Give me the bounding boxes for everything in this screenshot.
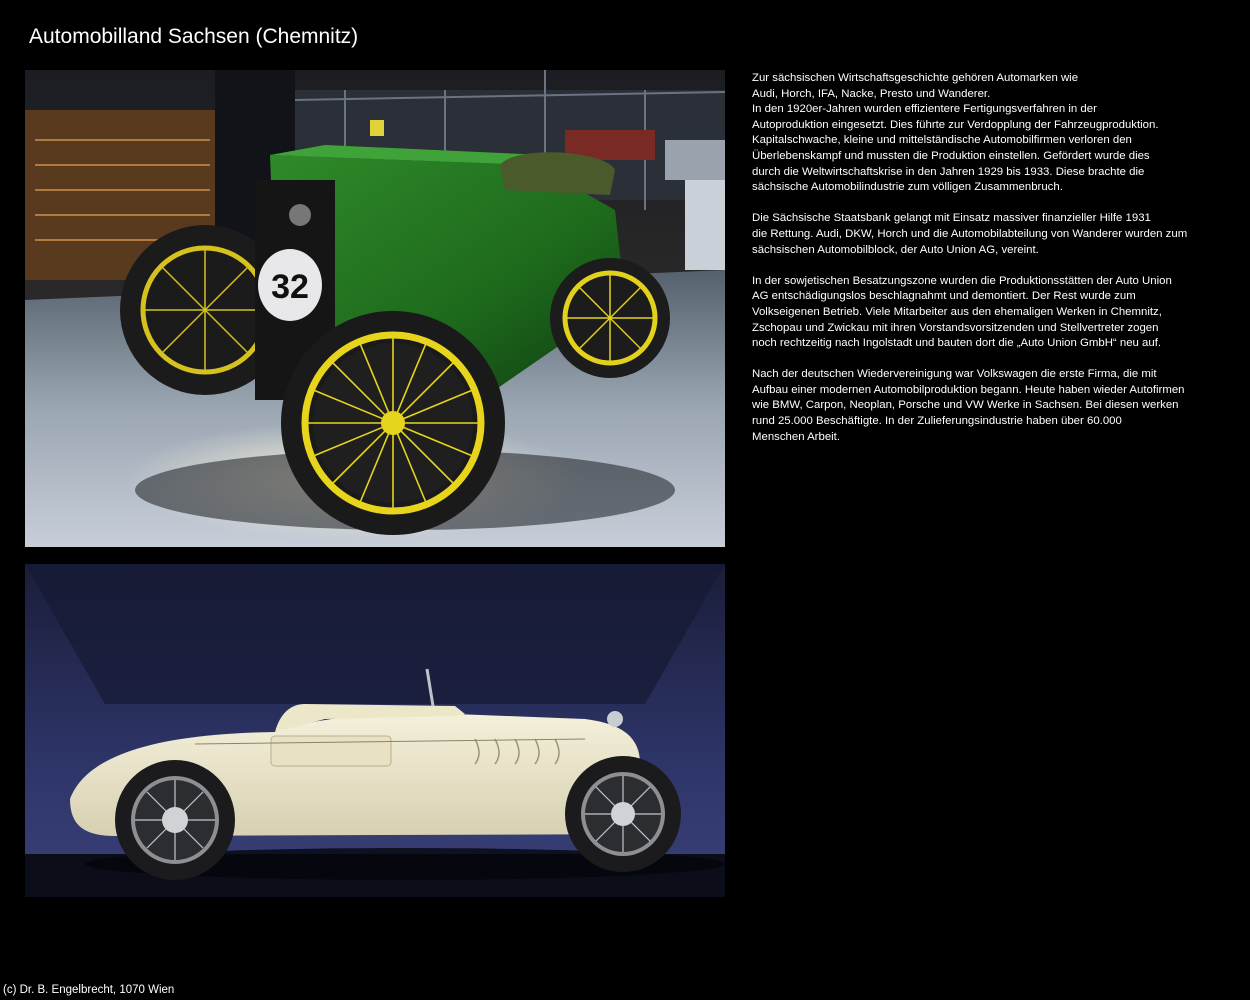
text-line: In den 1920er-Jahren wurden effizientere Fertigungsverfahren in der — [752, 103, 1097, 116]
paragraph-staatsbank — [752, 211, 1227, 258]
text-line: Zur sächsischen Wirtschaftsgeschichte gehören Automarken wie — [752, 72, 1079, 84]
text-line: sächsischen Automobilblock, der Auto Union AG, vereint. — [752, 243, 1039, 256]
article-text — [752, 71, 1227, 461]
text-line: AG entschädigungslos beschlagnahmt und demontiert. Der Rest wurde zum — [752, 290, 1136, 303]
text-line: Zschopau und Zwickau mit ihren Vorstandsvorsitzenden und Stellvertreter zogen — [752, 321, 1159, 334]
text-line: Menschen Arbeit. — [752, 430, 841, 443]
text-line: Kapitalschwache, kleine und mittelständische Automobilfirmen verloren den — [752, 134, 1132, 147]
copyright-footer: (c) Dr. B. Engelbrecht, 1070 Wien — [3, 984, 175, 996]
number-plate: 32 — [271, 268, 309, 306]
cream-roadster-illustration — [25, 564, 725, 897]
text-line: Die Sächsische Staatsbank gelangt mit Einsatz massiver finanzieller Hilfe 1931 — [752, 212, 1151, 225]
photo-green-vintage-car[interactable] — [25, 70, 725, 547]
text-line: Überlebenskampf und mussten die Produktion einstellen. Gefördert wurde dies — [752, 149, 1150, 162]
text-line: rund 25.000 Beschäftigte. In der Zulieferungsindustrie haben über 60.000 — [752, 415, 1122, 428]
text-line: Autoproduktion eingesetzt. Dies führte zur Verdopplung der Fahrzeugproduktion. — [752, 118, 1159, 131]
text-line: noch rechtzeitig nach Ingolstadt und bauten dort die „Auto Union GmbH“ neu auf. — [752, 337, 1162, 350]
text-line: Audi, Horch, IFA, Nacke, Presto und Wanderer. — [752, 87, 991, 100]
text-line: durch die Weltwirtschaftskrise in den Jahren 1929 bis 1933. Diese brachte die — [752, 165, 1145, 178]
page-title: Automobilland Sachsen (Chemnitz) — [29, 25, 359, 48]
paragraph-besatzungszone — [752, 274, 1227, 352]
text-line: Volkseigenen Betrieb. Viele Mitarbeiter aus den ehemaligen Werken in Chemnitz, — [752, 305, 1162, 318]
text-line: Nach der deutschen Wiedervereinigung war Volkswagen die erste Firma, die mit — [752, 368, 1157, 381]
photo-cream-roadster[interactable] — [25, 564, 725, 897]
text-line: In der sowjetischen Besatzungszone wurden die Produktionsstätten der Auto Union — [752, 274, 1172, 287]
text-line: sächsische Automobilindustrie zum völligen Zusammenbruch. — [752, 181, 1063, 194]
green-car-illustration — [25, 70, 725, 547]
paragraph-history — [752, 71, 1227, 196]
text-line: wie BMW, Carpon, Neoplan, Porsche und VW Werke in Sachsen. Bei diesen werken — [752, 399, 1179, 412]
text-line: Aufbau einer modernen Automobilproduktion begann. Heute haben wieder Autofirmen — [752, 383, 1185, 396]
paragraph-wiedervereinigung — [752, 367, 1227, 445]
text-line: die Rettung. Audi, DKW, Horch und die Automobilabteilung von Wanderer wurden zum — [752, 227, 1188, 240]
